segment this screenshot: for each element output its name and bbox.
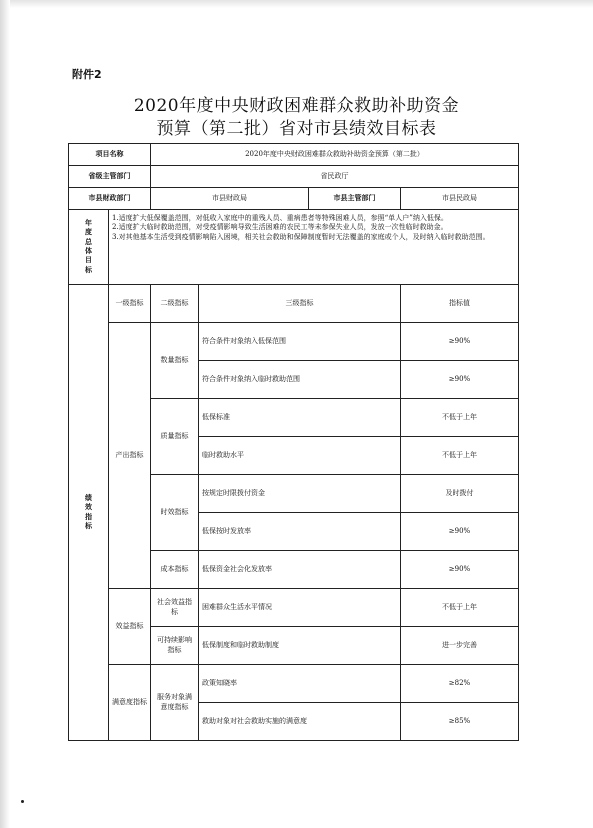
indicator-value: ≥90% <box>401 361 519 399</box>
quantity-indicator-label: 数量指标 <box>151 323 199 399</box>
indicator-value: ≥90% <box>401 551 519 589</box>
project-name-label: 项目名称 <box>69 144 151 166</box>
row-annual-goal <box>69 210 519 285</box>
performance-label-char: 绩 <box>85 493 92 502</box>
indicator-value: 不低于上年 <box>401 399 519 437</box>
row-provincial-dept <box>69 166 519 188</box>
indicator-value: ≥90% <box>401 323 519 361</box>
performance-target-table <box>68 143 519 741</box>
project-name-value: 2020年度中央财政困难群众救助补助资金预算（第二批） <box>151 144 519 166</box>
header-level1: 一级指标 <box>109 285 151 323</box>
row-indicator-headers <box>69 285 519 323</box>
annual-goal-label-char: 年 <box>85 218 92 227</box>
header-level3: 三级指标 <box>199 285 401 323</box>
row-project-name <box>69 144 519 166</box>
indicator-value: ≥90% <box>401 513 519 551</box>
county-finance-value: 市县财政局 <box>151 188 309 210</box>
table-row <box>69 589 519 627</box>
annual-goal-item: 3.对其他基本生活受到疫情影响陷入困境，相关社会救助和保障制度暂时无法覆盖的家庭或个人，及时纳入临时救助范围。 <box>112 232 490 241</box>
county-dept-label: 市县主管部门 <box>309 188 401 210</box>
indicator-value: 及时拨付 <box>401 475 519 513</box>
header-level2: 二级指标 <box>151 285 199 323</box>
annual-goal-label-char: 体 <box>85 247 92 255</box>
indicator-name: 低保按时发放率 <box>199 513 401 551</box>
indicator-name: 低保标准 <box>199 399 401 437</box>
social-effect-indicator-label: 社会效益指标 <box>151 589 199 627</box>
annual-goal-item: 1.适度扩大低保覆盖范围，对低收入家庭中的重残人员、重病患者等特殊困难人员，参照“单人户”纳入低保。 <box>112 214 448 222</box>
cost-indicator-label: 成本指标 <box>151 551 199 589</box>
indicator-value: 不低于上年 <box>401 589 519 627</box>
county-dept-value: 市县民政局 <box>401 188 519 210</box>
timeliness-indicator-label: 时效指标 <box>151 475 199 551</box>
provincial-dept-label: 省级主管部门 <box>69 166 151 188</box>
row-county-depts <box>69 188 519 210</box>
performance-label-char: 指 <box>85 512 92 521</box>
header-value: 指标值 <box>401 285 519 323</box>
indicator-name: 困难群众生活水平情况 <box>199 589 401 627</box>
annual-goal-content <box>109 210 519 285</box>
annual-goal-label-char: 目 <box>85 256 92 265</box>
indicator-name: 低保制度和临时救助制度 <box>199 627 401 665</box>
annual-goal-label <box>69 210 109 285</box>
performance-label-char: 效 <box>85 503 92 512</box>
indicator-value: ≥85% <box>401 703 519 741</box>
county-finance-label: 市县财政部门 <box>69 188 151 210</box>
performance-label-char: 标 <box>85 521 92 530</box>
document-title-line2: 预算（第二批）省对市县绩效目标表 <box>156 119 437 139</box>
indicator-name: 符合条件对象纳入低保范围 <box>199 323 401 361</box>
annual-goal-item: 2.适度扩大临时救助范围，对受疫情影响导致生活困难的农民工等未参保失业人员，发放一次性临时救助金。 <box>112 223 448 232</box>
indicator-value: 进一步完善 <box>401 627 519 665</box>
document-title-line1: 2020年度中央财政困难群众救助补助资金 <box>133 96 460 116</box>
annual-goal-label-char: 标 <box>85 265 92 274</box>
page-shadow-top <box>0 0 593 8</box>
indicator-name: 临时救助水平 <box>199 437 401 475</box>
sustainable-indicator-label: 可持续影响指标 <box>151 627 199 665</box>
satisfaction-indicator-label: 满意度指标 <box>109 665 151 741</box>
attachment-label: 附件2 <box>72 68 102 81</box>
quality-indicator-label: 质量指标 <box>151 399 199 475</box>
output-indicator-label: 产出指标 <box>109 323 151 589</box>
indicator-name: 按规定时限拨付资金 <box>199 475 401 513</box>
annual-goal-label-char: 总 <box>85 237 92 246</box>
indicator-name: 低保资金社会化发放率 <box>199 551 401 589</box>
scan-speck <box>21 800 24 803</box>
table-row <box>69 323 519 361</box>
table-row <box>69 665 519 703</box>
effect-indicator-label: 效益指标 <box>109 589 151 665</box>
indicator-name: 符合条件对象纳入临时救助范围 <box>199 361 401 399</box>
provincial-dept-value: 省民政厅 <box>151 166 519 188</box>
performance-label <box>69 285 109 741</box>
indicator-value: ≥82% <box>401 665 519 703</box>
service-satisfaction-indicator-label: 服务对象满意度指标 <box>151 665 199 741</box>
indicator-name: 救助对象对社会救助实施的满意度 <box>199 703 401 741</box>
indicator-value: 不低于上年 <box>401 437 519 475</box>
indicator-name: 政策知晓率 <box>199 665 401 703</box>
annual-goal-label-char: 度 <box>85 228 92 237</box>
